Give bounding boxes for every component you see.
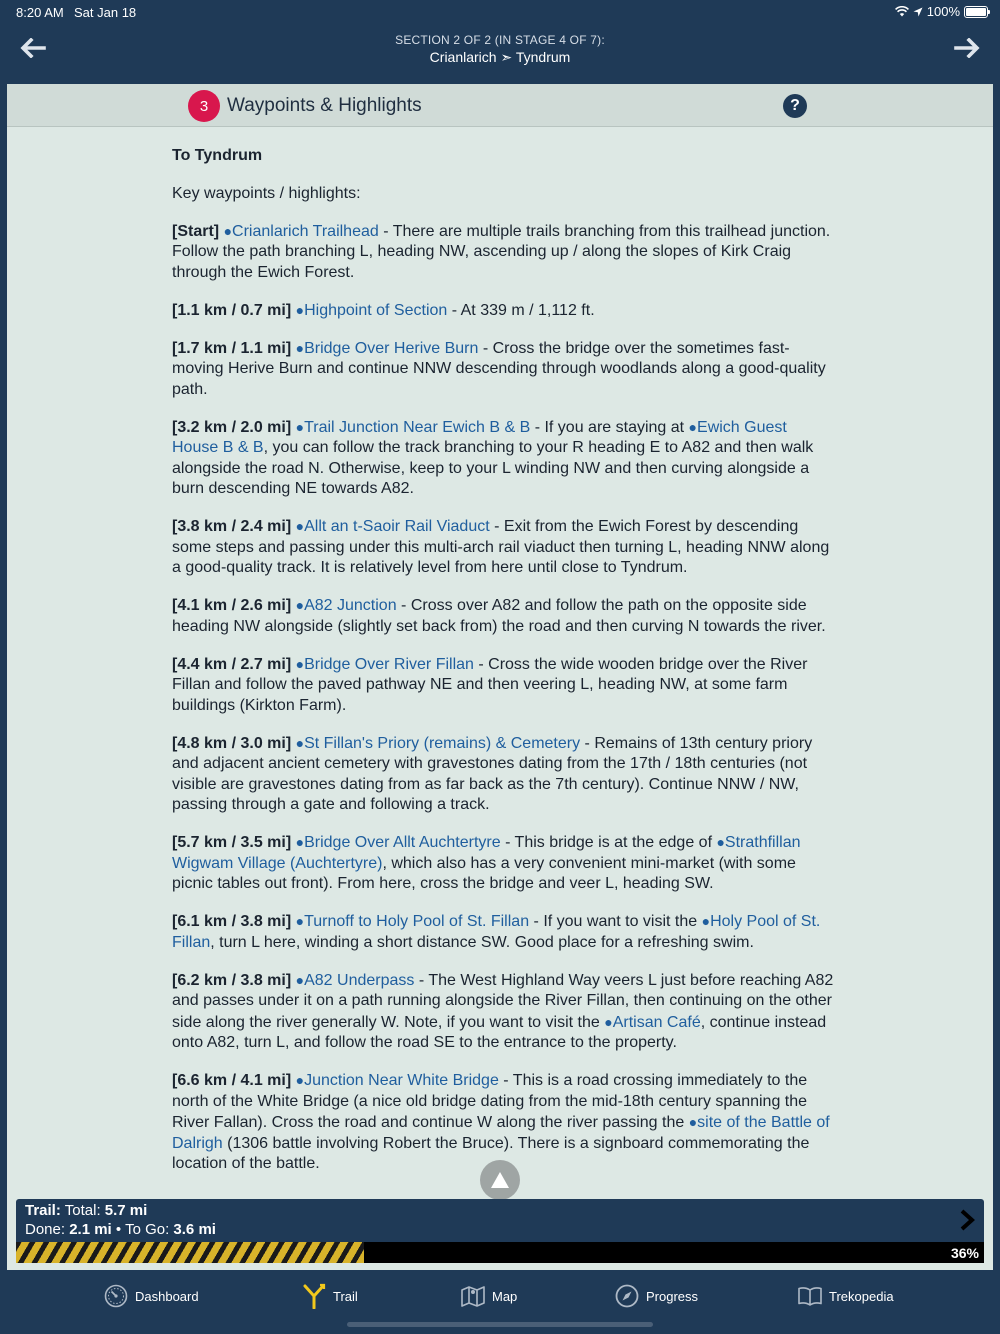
waypoint-distance: [3.8 km / 2.4 mi] xyxy=(172,518,292,535)
scroll-to-top-button[interactable] xyxy=(480,1160,520,1200)
waypoint-link[interactable] xyxy=(296,419,531,436)
map-icon xyxy=(461,1285,485,1307)
article-heading: To Tyndrum xyxy=(172,147,263,164)
waypoint-name[interactable]: Turnoff to Holy Pool of St. Fillan xyxy=(304,913,530,930)
waypoint-name[interactable]: A82 Junction xyxy=(304,597,397,614)
waypoint-description: - If you are staying at xyxy=(530,418,689,436)
waypoint-distance: [Start] xyxy=(172,222,220,240)
waypoint-name[interactable]: site of the Battle of Dalrigh xyxy=(172,1114,830,1152)
waypoint-description: , you can follow the track branching to your R heading E to A82 and then walk alongside the road N. Otherwise, keep to your L winding NW and then curving alongside a burn descending NE towards A82. xyxy=(172,439,814,497)
waypoint-name[interactable]: A82 Underpass xyxy=(304,971,415,989)
trail-progress-bar xyxy=(16,1242,984,1263)
waypoint-link[interactable] xyxy=(296,913,529,930)
waypoint-distance: [6.6 km / 4.1 mi] xyxy=(172,1072,292,1089)
waypoint-entry xyxy=(172,417,837,500)
nav-title xyxy=(0,33,1000,66)
trail-fork-icon xyxy=(302,1283,326,1309)
section-title: Waypoints & Highlights xyxy=(227,95,422,116)
tab-label: Map xyxy=(492,1288,518,1304)
waypoint-name[interactable]: Allt an t-Saoir Rail Viaduct xyxy=(304,518,490,535)
waypoint-description: (1306 battle involving Robert the Bruce). There is a signboard commemorating the location of the battle. xyxy=(172,1134,810,1172)
section-number-badge: 3 xyxy=(188,90,220,122)
waypoint-dot-icon: ● xyxy=(295,339,305,356)
waypoint-link[interactable] xyxy=(604,1014,701,1031)
battery-percent: 100% xyxy=(926,4,960,19)
waypoint-name[interactable]: Junction Near White Bridge xyxy=(304,1072,499,1089)
trail-done-togo: Done: 2.1 mi • To Go: 3.6 mi xyxy=(25,1221,216,1238)
waypoint-description: , turn L here, winding a short distance SW. Good place for a refreshing swim. xyxy=(210,933,754,951)
waypoint-distance: [3.2 km / 2.0 mi] xyxy=(172,418,292,436)
waypoint-entry xyxy=(172,1070,837,1175)
waypoint-dot-icon: ● xyxy=(223,222,233,239)
forward-button[interactable] xyxy=(950,34,984,62)
waypoint-entry xyxy=(172,832,837,895)
waypoint-dot-icon: ● xyxy=(604,1013,613,1030)
waypoint-description: , continue instead onto A82, turn L, and follow the road SE to the entrance to the property. xyxy=(172,1013,827,1051)
waypoint-link[interactable] xyxy=(296,972,415,989)
status-time: 8:20 AM xyxy=(16,5,64,20)
waypoint-name[interactable]: Ewich Guest House B & B xyxy=(172,418,787,456)
waypoint-name[interactable]: St Fillan's Priory (remains) & Cemetery xyxy=(304,734,581,752)
waypoints-article xyxy=(172,146,837,1191)
book-icon xyxy=(798,1286,822,1306)
waypoint-link[interactable] xyxy=(296,656,474,673)
progress-fill xyxy=(16,1242,364,1263)
waypoint-description: - At 339 m / 1,112 ft. xyxy=(447,301,595,319)
waypoint-description: - Remains of 13th century priory and adjacent ancient cemetery with gravestones dating from the 17th / 18th centuries (not visible are gravestones dating from as far back as the 7th century). Continue NNW / NW, passing through a gate and following a track. xyxy=(172,734,813,813)
nav-bar xyxy=(0,24,1000,72)
section-header xyxy=(7,84,993,127)
waypoint-description: - The West Highland Way veers L just before reaching A82 and passes under it on a path running alongside the River Fillan, then continuing on the other side along the river generally W. Note, if you want to visit the xyxy=(172,971,834,1031)
chevron-right-icon[interactable] xyxy=(958,1209,976,1231)
waypoint-name[interactable]: Crianlarich Trailhead xyxy=(232,222,379,240)
waypoint-entry xyxy=(172,654,837,717)
trail-total: Trail: Total: 5.7 mi xyxy=(25,1202,148,1219)
waypoint-name[interactable]: Bridge Over Herive Burn xyxy=(304,339,479,357)
waypoint-dot-icon: ● xyxy=(295,834,305,850)
waypoint-distance: [1.1 km / 0.7 mi] xyxy=(172,301,292,319)
waypoint-entry xyxy=(172,338,837,401)
waypoint-description: - Cross over A82 and follow the path on the opposite side heading NW alongside (slightly set back from) the road and then curving N towards the river. xyxy=(172,597,826,635)
waypoint-name[interactable]: Artisan Café xyxy=(612,1013,701,1031)
waypoint-description: - Cross the wide wooden bridge over the River Fillan and follow the paved pathway NE and then veering L, heading NW, at some farm buildings (Kirkton Farm). xyxy=(172,655,808,714)
waypoint-name[interactable]: Bridge Over River Fillan xyxy=(304,655,474,673)
waypoint-link[interactable] xyxy=(296,834,501,851)
tab-label: Dashboard xyxy=(135,1288,199,1304)
help-button[interactable]: ? xyxy=(783,94,807,118)
waypoint-description: , which also has a very convenient mini-market (with some picnic tables out front). From here, cross the bridge and veer L, heading SW. xyxy=(172,854,796,892)
waypoint-description: - Exit from the Ewich Forest by descending some steps and passing under this multi-arch rail viaduct then turning L, heading NNW along a good-quality track. It is relatively level from here until close to Tyndrum. xyxy=(172,518,830,576)
waypoint-dot-icon: ● xyxy=(295,1072,305,1088)
tab-progress[interactable] xyxy=(615,1282,698,1310)
section-subtitle: SECTION 2 OF 2 (IN STAGE 4 OF 7): xyxy=(395,33,605,47)
waypoint-description: - This bridge is at the edge of xyxy=(500,834,717,851)
content-panel[interactable] xyxy=(7,84,993,1270)
waypoint-dot-icon: ● xyxy=(688,418,698,435)
arrow-up-icon xyxy=(490,1171,510,1189)
waypoint-name[interactable]: Highpoint of Section xyxy=(304,301,448,319)
waypoint-dot-icon: ● xyxy=(716,834,725,850)
waypoint-distance: [6.1 km / 3.8 mi] xyxy=(172,913,292,930)
waypoint-distance: [5.7 km / 3.5 mi] xyxy=(172,834,292,851)
tab-trail[interactable] xyxy=(302,1282,358,1310)
location-arrow-icon xyxy=(913,7,923,17)
waypoint-dot-icon: ● xyxy=(295,418,305,435)
waypoint-entry xyxy=(172,300,837,322)
arrow-right-icon xyxy=(954,38,980,58)
tab-trekopedia[interactable] xyxy=(798,1282,894,1310)
gauge-icon xyxy=(104,1284,128,1308)
waypoint-description: - This is a road crossing immediately to the north of the White Bridge (a nice old bridge dating from the mid-18th century spanning the River Fallan). Cross the road and continue W along the river passing the xyxy=(172,1072,808,1131)
tab-map[interactable] xyxy=(461,1282,517,1310)
waypoint-dot-icon: ● xyxy=(295,597,305,613)
waypoint-entry xyxy=(172,516,837,579)
waypoint-dot-icon: ● xyxy=(295,734,305,751)
waypoint-link[interactable] xyxy=(296,518,490,535)
waypoint-name[interactable]: Bridge Over Allt Auchtertyre xyxy=(304,834,501,851)
status-right xyxy=(895,4,988,19)
waypoint-dot-icon: ● xyxy=(701,913,711,929)
waypoint-dot-icon: ● xyxy=(295,913,305,929)
waypoint-link[interactable] xyxy=(296,340,479,357)
tab-label: Progress xyxy=(646,1288,699,1304)
waypoint-link[interactable] xyxy=(296,1072,499,1089)
battery-icon xyxy=(964,6,988,18)
waypoint-dot-icon: ● xyxy=(295,518,305,534)
waypoint-name[interactable]: Trail Junction Near Ewich B & B xyxy=(304,418,531,436)
status-bar xyxy=(0,0,1000,24)
waypoint-description: - Cross the bridge over the sometimes fast-moving Herive Burn and continue NNW descending through woodlands along a good-quality path. xyxy=(172,339,826,398)
waypoint-link[interactable] xyxy=(296,302,448,319)
tab-label: Trekopedia xyxy=(829,1288,894,1304)
waypoint-link[interactable] xyxy=(296,597,397,614)
waypoint-name[interactable]: Strathfillan Wigwam Village (Auchtertyre) xyxy=(172,834,801,872)
waypoint-list xyxy=(172,221,837,1175)
article-intro: Key waypoints / highlights: xyxy=(172,184,361,202)
waypoint-entry xyxy=(172,733,837,816)
waypoint-distance: [6.2 km / 3.8 mi] xyxy=(172,971,292,989)
waypoint-name[interactable]: Holy Pool of St. Fillan xyxy=(172,913,821,951)
waypoint-dot-icon: ● xyxy=(295,301,305,318)
waypoint-dot-icon: ● xyxy=(688,1114,698,1130)
waypoint-description: - If you want to visit the xyxy=(529,913,702,930)
waypoint-distance: [1.7 km / 1.1 mi] xyxy=(172,339,292,357)
waypoint-entry xyxy=(172,595,837,637)
trail-stats-bar[interactable] xyxy=(16,1199,984,1242)
home-indicator xyxy=(347,1322,653,1327)
compass-icon xyxy=(615,1284,639,1308)
wifi-icon xyxy=(895,6,909,17)
waypoint-distance: [4.1 km / 2.6 mi] xyxy=(172,597,292,614)
waypoint-entry xyxy=(172,970,837,1054)
waypoint-distance: [4.4 km / 2.7 mi] xyxy=(172,655,292,673)
tab-dashboard[interactable] xyxy=(104,1282,199,1310)
waypoint-dot-icon: ● xyxy=(295,971,305,988)
waypoint-description: - There are multiple trails branching from this trailhead junction. Follow the path branching L, heading NW, ascending up / along the slopes of Kirk Craig through the Ewich Forest. xyxy=(172,222,831,281)
tab-label: Trail xyxy=(333,1288,358,1304)
waypoint-distance: [4.8 km / 3.0 mi] xyxy=(172,734,292,752)
waypoint-dot-icon: ● xyxy=(295,655,305,672)
waypoint-entry xyxy=(172,911,837,953)
waypoint-link[interactable] xyxy=(224,223,379,240)
progress-percent: 36% xyxy=(950,1245,979,1261)
route-title: Crianlarich ➣ Tyndrum xyxy=(429,49,571,65)
status-date: Sat Jan 18 xyxy=(74,5,137,20)
waypoint-link[interactable] xyxy=(296,735,580,752)
waypoint-entry xyxy=(172,221,837,284)
